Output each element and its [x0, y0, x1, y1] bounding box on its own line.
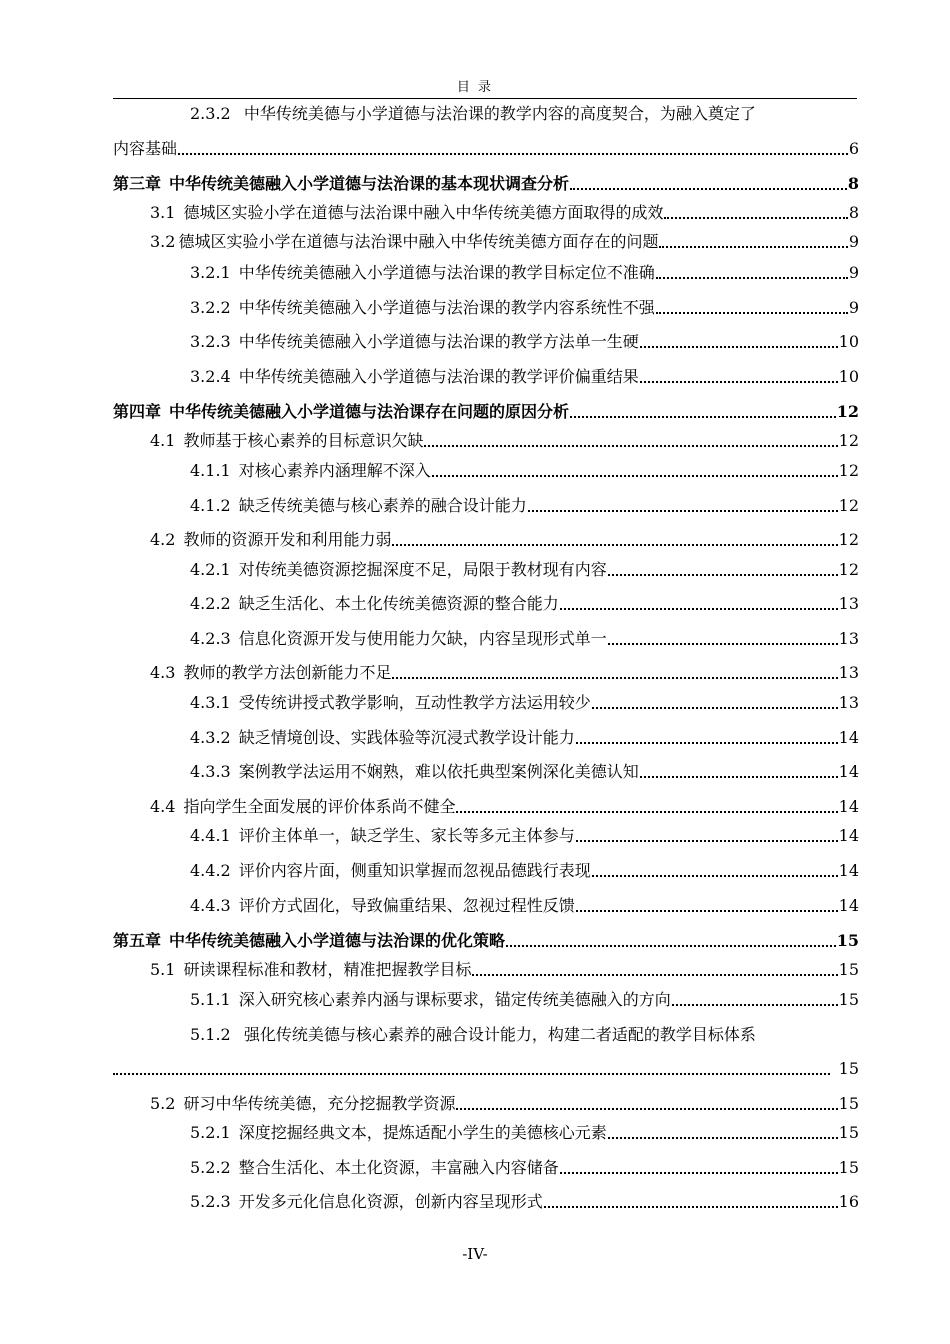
- toc-entry-num: 第四章: [113, 402, 162, 421]
- toc-entry-page: 15: [838, 960, 859, 979]
- toc-entry-page: 6: [848, 139, 859, 158]
- toc-entry-title: 中华传统美德融入小学道德与法治课的优化策略: [169, 931, 506, 950]
- toc-entry-title-cont: 内容基础: [113, 139, 178, 158]
- toc-entry-page: 15: [836, 931, 859, 950]
- toc-entry-num: 4.3.2: [190, 728, 231, 747]
- dot-leader: [424, 445, 837, 447]
- toc-entry-page: 13: [838, 594, 859, 613]
- toc-subsection-5-2-1[interactable]: [190, 1123, 859, 1143]
- dot-leader: [576, 840, 838, 842]
- toc-entry-num: 5.1.2: [190, 1025, 231, 1044]
- dot-leader: [576, 742, 838, 744]
- toc-section-4-3[interactable]: [150, 663, 859, 683]
- toc-entry-title: 评价主体单一，缺乏学生、家长等多元主体参与: [238, 826, 575, 845]
- toc-entry-title: 中华传统美德融入小学道德与法治课存在问题的原因分析: [169, 402, 570, 421]
- toc-entry-title: 中华传统美德融入小学道德与法治课的教学方法单一生硬: [238, 332, 639, 351]
- toc-subsection-4-1-2[interactable]: [190, 496, 859, 516]
- toc-section-4-1[interactable]: [150, 431, 859, 451]
- toc-subsection-3-2-3[interactable]: [190, 332, 859, 352]
- toc-entry-page: 12: [836, 402, 859, 421]
- toc-entry-num: 3.2.4: [190, 367, 231, 386]
- toc-entry-num: 3.2.2: [190, 298, 231, 317]
- dot-leader: [456, 1108, 837, 1110]
- toc-section-4-4[interactable]: [150, 797, 859, 817]
- toc-chapter-5[interactable]: [113, 931, 859, 951]
- toc-entry-title: 缺乏生活化、本土化传统美德资源的整合能力: [238, 594, 559, 613]
- toc-subsection-4-4-1[interactable]: [190, 826, 859, 846]
- toc-entry-title: 整合生活化、本土化资源，丰富融入内容储备: [238, 1158, 559, 1177]
- toc-entry-num: 4.2.3: [190, 629, 231, 648]
- toc-entry-num: 5.1: [150, 960, 176, 979]
- toc-entry-num: 4.3.3: [190, 762, 231, 781]
- dot-leader: [608, 574, 838, 576]
- dot-leader: [656, 277, 848, 279]
- toc-chapter-4[interactable]: [113, 402, 859, 422]
- toc-subsection-5-2-3[interactable]: [190, 1192, 859, 1212]
- toc-entry-title: 德城区实验小学在道德与法治课中融入中华传统美德方面取得的成效: [183, 203, 664, 222]
- toc-entry-title: 案例教学法运用不娴熟，难以依托典型案例深化美德认知: [238, 762, 639, 781]
- dot-leader: [592, 707, 838, 709]
- dot-leader: [432, 475, 838, 477]
- toc-entry-num: 5.1.1: [190, 990, 231, 1009]
- toc-entry-num: 4.3.1: [190, 693, 231, 712]
- dot-leader: [608, 1137, 838, 1139]
- toc-section-3-1[interactable]: [150, 203, 859, 223]
- dot-leader: [608, 643, 838, 645]
- toc-entry-page: 9: [848, 298, 859, 317]
- toc-entry-num: 3.2: [150, 232, 176, 251]
- toc-entry-2-3-2-line1[interactable]: [190, 104, 857, 124]
- toc-subsection-5-1-1[interactable]: [190, 990, 859, 1010]
- dot-leader: [664, 217, 847, 219]
- toc-entry-num: 4.2.1: [190, 560, 231, 579]
- toc-entry-title: 研读课程标准和教材，精准把握教学目标: [183, 960, 472, 979]
- dot-leader: [506, 945, 836, 947]
- toc-entry-num: 5.2.2: [190, 1158, 231, 1177]
- toc-entry-page: 9: [848, 263, 859, 282]
- toc-section-5-1[interactable]: [150, 960, 859, 980]
- dot-leader: [456, 811, 837, 813]
- toc-entry-num: 4.2: [150, 530, 176, 549]
- toc-entry-title: 深度挖掘经典文本，提炼适配小学生的美德核心元素: [238, 1123, 607, 1142]
- toc-entry-page: 13: [838, 663, 859, 682]
- toc-entry-title: 中华传统美德融入小学道德与法治课的教学内容系统性不强: [238, 298, 655, 317]
- dot-leader: [659, 246, 847, 248]
- dot-leader: [392, 677, 837, 679]
- toc-subsection-5-2-2[interactable]: [190, 1158, 859, 1178]
- toc-entry-num: 3.1: [150, 203, 176, 222]
- toc-entry-num: 4.4: [150, 797, 176, 816]
- dot-leader: [576, 910, 838, 912]
- dot-leader: [113, 1073, 830, 1075]
- toc-entry-page: 9: [848, 232, 859, 251]
- toc-entry-title: 缺乏传统美德与核心素养的融合设计能力: [238, 496, 527, 515]
- dot-leader: [640, 381, 838, 383]
- toc-entry-num: 5.2.1: [190, 1123, 231, 1142]
- toc-subsection-3-2-4[interactable]: [190, 367, 859, 387]
- toc-entry-title: 深入研究核心素养内涵与课标要求，锚定传统美德融入的方向: [238, 990, 671, 1009]
- toc-entry-num: 4.4.2: [190, 861, 231, 880]
- dot-leader: [392, 544, 837, 546]
- toc-entry-title: 中华传统美德融入小学道德与法治课的基本现状调查分析: [169, 174, 570, 193]
- toc-subsection-4-1-1[interactable]: [190, 461, 859, 481]
- toc-entry-num: 4.4.1: [190, 826, 231, 845]
- toc-entry-2-3-2-line2[interactable]: [113, 139, 859, 159]
- page-number-footer: -IV-: [462, 1245, 488, 1263]
- page-header-title: 目 录: [456, 80, 494, 95]
- toc-entry-title: 教师基于核心素养的目标意识欠缺: [183, 431, 424, 450]
- toc-entry-num: 4.2.2: [190, 594, 231, 613]
- toc-entry-page: 12: [838, 560, 859, 579]
- toc-entry-page: 15: [838, 1123, 859, 1142]
- toc-entry-title: 研习中华传统美德，充分挖掘教学资源: [183, 1094, 456, 1113]
- dot-leader: [544, 1206, 838, 1208]
- dot-leader: [560, 608, 838, 610]
- toc-entry-page: 13: [838, 629, 859, 648]
- toc-section-3-2[interactable]: [150, 232, 859, 252]
- toc-entry-title: 开发多元化信息化资源，创新内容呈现形式: [238, 1192, 543, 1211]
- toc-entry-title: 指向学生全面发展的评价体系尚不健全: [183, 797, 456, 816]
- toc-section-4-2[interactable]: [150, 530, 859, 550]
- toc-entry-title: 德城区实验小学在道德与法治课中融入中华传统美德方面存在的问题: [178, 232, 659, 251]
- toc-entry-page: 8: [848, 203, 859, 222]
- toc-entry-page: 14: [838, 728, 859, 747]
- toc-entry-num: 5.2: [150, 1094, 176, 1113]
- dot-leader: [592, 875, 838, 877]
- toc-entry-title: 中华传统美德融入小学道德与法治课的教学目标定位不准确: [238, 263, 655, 282]
- toc-entry-num: 4.1.1: [190, 461, 231, 480]
- toc-entry-num: 第三章: [113, 174, 162, 193]
- dot-leader: [570, 416, 836, 418]
- toc-entry-title: 信息化资源开发与使用能力欠缺，内容呈现形式单一: [238, 629, 607, 648]
- toc-entry-num: 4.4.3: [190, 896, 231, 915]
- toc-entry-num: 3.2.3: [190, 332, 231, 351]
- dot-leader: [528, 510, 838, 512]
- toc-subsection-5-1-2-line1[interactable]: [190, 1025, 857, 1045]
- dot-leader: [672, 1004, 838, 1006]
- toc-chapter-3[interactable]: [113, 174, 859, 194]
- toc-entry-title: 教师的资源开发和利用能力弱: [183, 530, 392, 549]
- toc-entry-page: 15: [838, 1094, 859, 1113]
- toc-entry-title: 强化传统美德与核心素养的融合设计能力，构建二者适配的教学目标体系: [243, 1025, 756, 1044]
- dot-leader: [560, 1172, 838, 1174]
- toc-entry-title: 教师的教学方法创新能力不足: [183, 663, 392, 682]
- toc-entry-title: 评价方式固化，导致偏重结果、忽视过程性反馈: [238, 896, 575, 915]
- toc-entry-num: 4.1: [150, 431, 176, 450]
- toc-entry-title: 对传统美德资源挖掘深度不足，局限于教材现有内容: [238, 560, 607, 579]
- dot-leader: [640, 776, 838, 778]
- toc-entry-page: 14: [838, 896, 859, 915]
- toc-subsection-4-2-1[interactable]: [190, 560, 859, 580]
- toc-entry-num: 3.2.1: [190, 263, 231, 282]
- dot-leader: [472, 974, 837, 976]
- dot-leader: [640, 346, 838, 348]
- dot-leader: [178, 153, 848, 155]
- toc-subsection-4-3-3[interactable]: [190, 762, 859, 782]
- toc-entry-title: 中华传统美德融入小学道德与法治课的教学评价偏重结果: [238, 367, 639, 386]
- toc-entry-title: 缺乏情境创设、实践体验等沉浸式教学设计能力: [238, 728, 575, 747]
- toc-entry-num: 第五章: [113, 931, 162, 950]
- toc-entry-title: 中华传统美德与小学道德与法治课的教学内容的高度契合，为融入奠定了: [243, 104, 756, 123]
- toc-entry-page: 10: [838, 367, 859, 386]
- toc-subsection-4-4-3[interactable]: [190, 896, 859, 916]
- toc-entry-title: 评价内容片面，侧重知识掌握而忽视品德践行表现: [238, 861, 591, 880]
- toc-entry-page: 12: [838, 431, 859, 450]
- toc-entry-page: 14: [838, 826, 859, 845]
- toc-entry-page: 12: [838, 530, 859, 549]
- toc-subsection-4-4-2[interactable]: [190, 861, 859, 881]
- toc-entry-num: 5.2.3: [190, 1192, 231, 1211]
- toc-entry-page: 14: [838, 861, 859, 880]
- toc-subsection-5-1-2-line2[interactable]: [113, 1059, 859, 1079]
- dot-leader: [570, 188, 847, 190]
- toc-entry-num: 4.1.2: [190, 496, 231, 515]
- toc-entry-page: 10: [838, 332, 859, 351]
- toc-entry-page: 14: [838, 797, 859, 816]
- toc-entry-page: 16: [838, 1192, 859, 1211]
- toc-subsection-3-2-2[interactable]: [190, 298, 859, 318]
- toc-entry-page: 8: [847, 174, 859, 193]
- toc-entry-num: 4.3: [150, 663, 176, 682]
- toc-subsection-4-3-2[interactable]: [190, 728, 859, 748]
- toc-entry-page: 14: [838, 762, 859, 781]
- toc-entry-page: 15: [838, 1059, 859, 1078]
- toc-entry-page: 15: [838, 1158, 859, 1177]
- toc-entry-page: 13: [838, 693, 859, 712]
- toc-subsection-4-2-3[interactable]: [190, 629, 859, 649]
- toc-subsection-4-2-2[interactable]: [190, 594, 859, 614]
- toc-subsection-3-2-1[interactable]: [190, 263, 859, 283]
- dot-leader: [656, 312, 848, 314]
- toc-section-5-2[interactable]: [150, 1094, 859, 1114]
- toc-entry-title: 对核心素养内涵理解不深入: [238, 461, 431, 480]
- toc-entry-page: 12: [838, 461, 859, 480]
- toc-entry-title: 受传统讲授式教学影响，互动性教学方法运用较少: [238, 693, 591, 712]
- toc-entry-page: 12: [838, 496, 859, 515]
- toc-entry-page: 15: [838, 990, 859, 1009]
- toc-subsection-4-3-1[interactable]: [190, 693, 859, 713]
- toc-entry-num: 2.3.2: [190, 104, 231, 123]
